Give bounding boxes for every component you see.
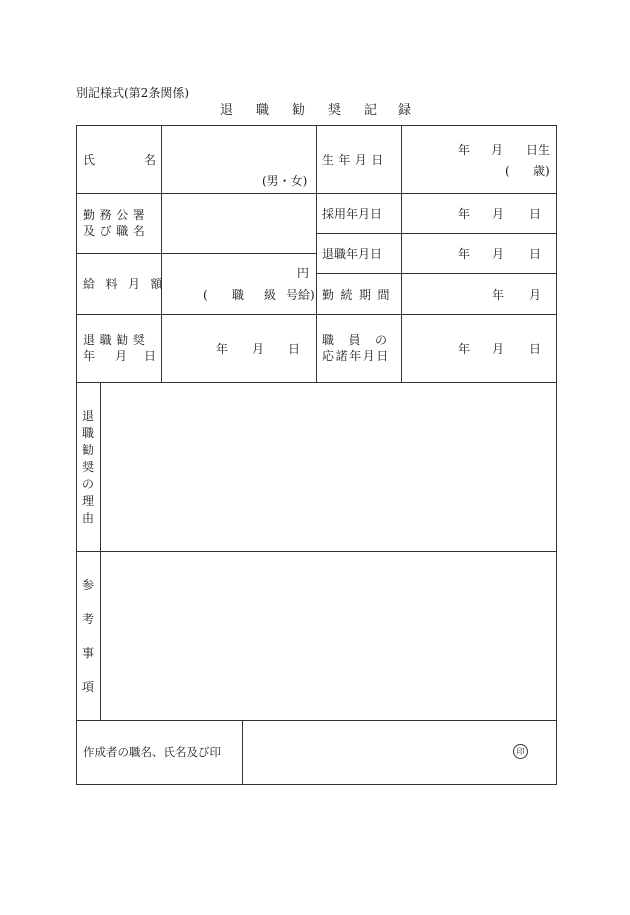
recommend-label-1: 退職勧奨 bbox=[83, 333, 150, 347]
recommend-date-year: 年 bbox=[216, 342, 229, 356]
reason-label-char: 勧 bbox=[81, 443, 94, 457]
service-label: 勤続期間 bbox=[322, 288, 397, 302]
notes-label-char: 考 bbox=[81, 612, 94, 626]
reason-label-char: 理 bbox=[81, 494, 94, 508]
notes-label bbox=[81, 578, 95, 714]
reason-label-char: の bbox=[81, 477, 94, 491]
service-period-month: 月 bbox=[529, 288, 542, 302]
retire-label: 退職年月日 bbox=[322, 247, 383, 261]
office-label-1: 勤務公署 bbox=[83, 208, 150, 222]
doc-title-char-1: 退 bbox=[220, 103, 234, 118]
rule-after-hire bbox=[316, 233, 557, 234]
salary-field[interactable] bbox=[166, 257, 312, 311]
reason-label-char: 退 bbox=[81, 409, 94, 423]
recommend-label-day: 日 bbox=[144, 349, 157, 363]
recommend-date-month: 月 bbox=[252, 342, 265, 356]
birth-date-month: 月 bbox=[491, 143, 504, 157]
reason-label-char: 由 bbox=[81, 511, 94, 525]
gender-choice[interactable]: (男・女) bbox=[262, 174, 308, 188]
rule-after-reason bbox=[76, 551, 557, 552]
author-field[interactable] bbox=[247, 724, 552, 780]
reason-label-char: 職 bbox=[81, 426, 94, 440]
hire-label: 採用年月日 bbox=[322, 207, 383, 221]
retire-date-year: 年 bbox=[458, 247, 471, 261]
acceptance-date-year: 年 bbox=[458, 342, 471, 356]
notes-label-char: 参 bbox=[81, 578, 94, 592]
hire-date-year: 年 bbox=[458, 207, 471, 221]
salary-label: 給料月額 bbox=[83, 277, 174, 291]
acceptance-label-1: 職員の bbox=[322, 333, 402, 347]
age-close: 歳) bbox=[533, 164, 550, 178]
birth-date-year: 年 bbox=[458, 143, 471, 157]
doc-title-char-2: 職 bbox=[256, 103, 270, 118]
retire-date-day: 日 bbox=[529, 247, 542, 261]
rule-after-notes bbox=[76, 720, 557, 721]
notes-label-char: 事 bbox=[81, 646, 94, 660]
name-label-2: 名 bbox=[144, 153, 157, 167]
rule-after-recommend bbox=[76, 382, 557, 383]
recommend-label-year: 年 bbox=[83, 349, 96, 363]
acceptance-date-day: 日 bbox=[529, 342, 542, 356]
service-period-year: 年 bbox=[492, 288, 505, 302]
col-rule-1 bbox=[161, 125, 162, 382]
salary-grade-open: ( bbox=[203, 288, 208, 302]
retire-date-month: 月 bbox=[492, 247, 505, 261]
doc-title-char-4: 奨 bbox=[328, 103, 342, 118]
reason-field[interactable] bbox=[105, 386, 552, 547]
name-label-1: 氏 bbox=[83, 153, 96, 167]
birth-date-field[interactable] bbox=[405, 130, 553, 190]
doc-title-char-5: 記 bbox=[364, 103, 378, 118]
table-border-left bbox=[76, 125, 77, 784]
acceptance-date-month: 月 bbox=[492, 342, 505, 356]
table-border-bottom bbox=[76, 784, 557, 785]
salary-grade-kyu: 級 bbox=[264, 288, 277, 302]
reason-label-char: 奨 bbox=[81, 460, 94, 474]
recommend-label-month: 月 bbox=[115, 349, 128, 363]
doc-title-char-3: 勧 bbox=[292, 103, 306, 118]
age-open: ( bbox=[505, 164, 510, 178]
hire-date-day: 日 bbox=[529, 207, 542, 221]
salary-grade-shoku: 職 bbox=[232, 288, 245, 302]
notes-field[interactable] bbox=[105, 555, 552, 716]
office-field[interactable] bbox=[166, 197, 312, 250]
birth-date-day: 日生 bbox=[526, 143, 551, 157]
office-label-2: 及び職名 bbox=[83, 224, 150, 238]
author-label: 作成者の職名、氏名及び印 bbox=[83, 745, 221, 759]
rule-after-retire bbox=[316, 273, 557, 274]
seal-mark: 印 bbox=[513, 744, 528, 759]
col-rule-author bbox=[242, 720, 243, 784]
salary-yen: 円 bbox=[297, 266, 310, 280]
reason-label bbox=[81, 409, 95, 528]
birth-label: 生年月日 bbox=[322, 153, 388, 167]
rule-after-office bbox=[76, 253, 316, 254]
acceptance-label-2: 応諾年月日 bbox=[322, 349, 391, 363]
hire-date-month: 月 bbox=[492, 207, 505, 221]
form-caption: 別記様式(第2条関係) bbox=[76, 86, 189, 100]
notes-label-char: 項 bbox=[81, 680, 94, 694]
table-border-right bbox=[556, 125, 557, 784]
col-rule-2 bbox=[316, 125, 317, 382]
doc-title-char-6: 録 bbox=[398, 103, 412, 118]
col-rule-side bbox=[100, 382, 101, 720]
salary-grade-gokyu: 号給) bbox=[286, 288, 315, 302]
recommend-date-day: 日 bbox=[288, 342, 301, 356]
